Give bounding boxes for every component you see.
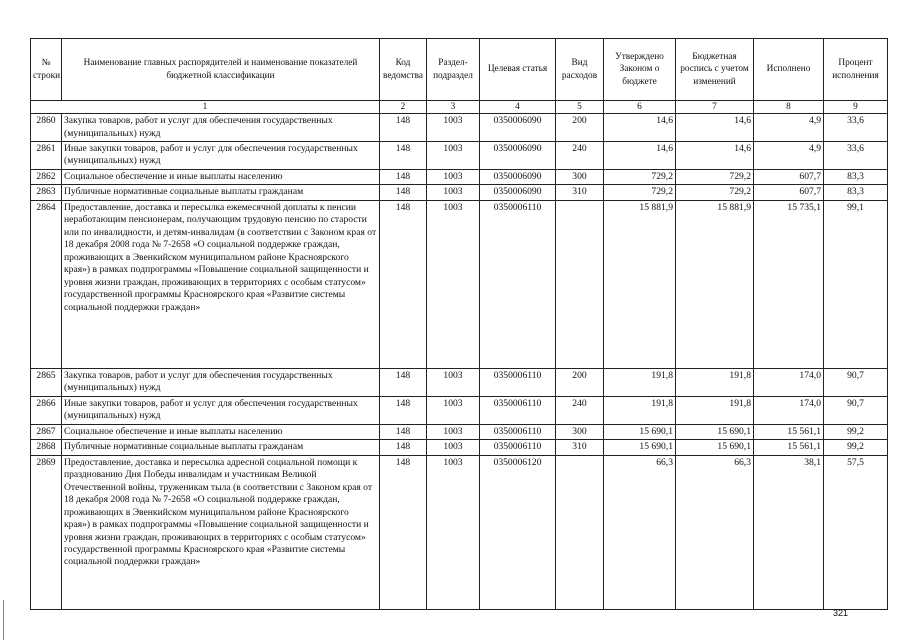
row-number: 2860 <box>31 114 62 142</box>
row-name: Предоставление, доставка и пересылка адресной социальной помощи к празднованию Дня Победы инвалидам и участникам Великой Отечественной войны, труженикам тыла (в соответствии с Законом края от 18 декабря 2008 года № 7-2658 «О социальной поддержке граждан, проживающих в Эвенкийском муниципальном районе Красноярского края») в рамках подпрограммы «Повышение социальной защищенности и уровня жизни граждан, проживающих в территориях с особым статусом» государственной программы Красноярского края «Развитие системы социальной поддержки граждан» <box>62 455 380 609</box>
row-percent: 99,2 <box>824 424 888 439</box>
row-executed: 15 735,1 <box>754 200 824 368</box>
row-department-code: 148 <box>380 368 427 396</box>
row-budget-schedule: 66,3 <box>676 455 754 609</box>
row-percent: 33,6 <box>824 142 888 170</box>
row-target-item: 0350006090 <box>480 142 556 170</box>
row-section: 1003 <box>427 440 480 455</box>
table-row <box>31 185 888 200</box>
row-department-code: 148 <box>380 169 427 184</box>
table-row <box>31 455 888 609</box>
row-approved: 15 881,9 <box>604 200 676 368</box>
row-number: 2867 <box>31 424 62 439</box>
row-number: 2866 <box>31 396 62 424</box>
column-number: 4 <box>480 101 556 114</box>
row-executed: 607,7 <box>754 169 824 184</box>
row-executed: 4,9 <box>754 114 824 142</box>
row-budget-schedule: 14,6 <box>676 114 754 142</box>
row-section: 1003 <box>427 169 480 184</box>
row-executed: 174,0 <box>754 396 824 424</box>
row-section: 1003 <box>427 424 480 439</box>
row-department-code: 148 <box>380 185 427 200</box>
row-approved: 191,8 <box>604 368 676 396</box>
row-expense-type <box>556 455 604 609</box>
row-approved: 66,3 <box>604 455 676 609</box>
row-section: 1003 <box>427 455 480 609</box>
budget-execution-table <box>30 38 888 610</box>
row-target-item: 0350006090 <box>480 169 556 184</box>
row-expense-type: 200 <box>556 114 604 142</box>
row-department-code: 148 <box>380 200 427 368</box>
row-department-code: 148 <box>380 440 427 455</box>
row-target-item: 0350006110 <box>480 396 556 424</box>
row-budget-schedule: 14,6 <box>676 142 754 170</box>
row-name: Иные закупки товаров, работ и услуг для обеспечения государственных (муниципальных) нужд <box>62 396 380 424</box>
column-number-row <box>31 101 888 114</box>
row-number: 2868 <box>31 440 62 455</box>
row-name: Социальное обеспечение и иные выплаты населению <box>62 169 380 184</box>
row-percent: 57,5 <box>824 455 888 609</box>
row-approved: 729,2 <box>604 185 676 200</box>
row-target-item: 0350006090 <box>480 185 556 200</box>
row-name: Социальное обеспечение и иные выплаты населению <box>62 424 380 439</box>
row-approved: 15 690,1 <box>604 424 676 439</box>
row-approved: 729,2 <box>604 169 676 184</box>
row-expense-type: 300 <box>556 424 604 439</box>
row-number: 2861 <box>31 142 62 170</box>
row-executed: 4,9 <box>754 142 824 170</box>
row-name: Иные закупки товаров, работ и услуг для обеспечения государственных (муниципальных) нужд <box>62 142 380 170</box>
row-section: 1003 <box>427 185 480 200</box>
row-percent: 99,1 <box>824 200 888 368</box>
row-executed: 174,0 <box>754 368 824 396</box>
row-section: 1003 <box>427 200 480 368</box>
row-expense-type: 200 <box>556 368 604 396</box>
row-budget-schedule: 15 690,1 <box>676 440 754 455</box>
row-department-code: 148 <box>380 396 427 424</box>
row-budget-schedule: 191,8 <box>676 368 754 396</box>
row-approved: 14,6 <box>604 114 676 142</box>
row-executed: 607,7 <box>754 185 824 200</box>
table-body <box>31 114 888 610</box>
row-target-item: 0350006120 <box>480 455 556 609</box>
column-number: 1 <box>31 101 380 114</box>
row-percent: 90,7 <box>824 368 888 396</box>
row-expense-type: 240 <box>556 142 604 170</box>
column-number: 9 <box>824 101 888 114</box>
header-row-number: № строки <box>31 39 62 101</box>
header-section: Раздел-подраздел <box>427 39 480 101</box>
header-target-item: Целевая статья <box>480 39 556 101</box>
row-percent: 83,3 <box>824 185 888 200</box>
row-department-code: 148 <box>380 114 427 142</box>
row-budget-schedule: 191,8 <box>676 396 754 424</box>
row-section: 1003 <box>427 142 480 170</box>
header-name: Наименование главных распорядителей и наименование показателей бюджетной классификации <box>62 39 380 101</box>
row-number: 2864 <box>31 200 62 368</box>
row-department-code: 148 <box>380 455 427 609</box>
table-row <box>31 440 888 455</box>
row-percent: 83,3 <box>824 169 888 184</box>
header-budget-schedule: Бюджетная роспись с учетом изменений <box>676 39 754 101</box>
row-executed: 15 561,1 <box>754 440 824 455</box>
row-percent: 90,7 <box>824 396 888 424</box>
scan-margin-line <box>3 600 4 640</box>
column-number: 6 <box>604 101 676 114</box>
row-executed: 15 561,1 <box>754 424 824 439</box>
row-approved: 191,8 <box>604 396 676 424</box>
header-percent: Процент исполнения <box>824 39 888 101</box>
row-expense-type: 240 <box>556 396 604 424</box>
row-budget-schedule: 15 881,9 <box>676 200 754 368</box>
table-row <box>31 169 888 184</box>
row-budget-schedule: 729,2 <box>676 185 754 200</box>
row-expense-type <box>556 200 604 368</box>
row-department-code: 148 <box>380 142 427 170</box>
row-name: Закупка товаров, работ и услуг для обеспечения государственных (муниципальных) нужд <box>62 368 380 396</box>
row-target-item: 0350006110 <box>480 424 556 439</box>
column-number: 5 <box>556 101 604 114</box>
row-number: 2869 <box>31 455 62 609</box>
row-name: Закупка товаров, работ и услуг для обеспечения государственных (муниципальных) нужд <box>62 114 380 142</box>
row-number: 2863 <box>31 185 62 200</box>
row-budget-schedule: 729,2 <box>676 169 754 184</box>
row-percent: 33,6 <box>824 114 888 142</box>
header-approved: Утверждено Законом о бюджете <box>604 39 676 101</box>
row-target-item: 0350006110 <box>480 368 556 396</box>
row-name: Публичные нормативные социальные выплаты гражданам <box>62 185 380 200</box>
row-number: 2865 <box>31 368 62 396</box>
row-number: 2862 <box>31 169 62 184</box>
header-executed: Исполнено <box>754 39 824 101</box>
table-row <box>31 368 888 396</box>
row-approved: 15 690,1 <box>604 440 676 455</box>
row-target-item: 0350006110 <box>480 440 556 455</box>
row-expense-type: 310 <box>556 185 604 200</box>
row-department-code: 148 <box>380 424 427 439</box>
header-row <box>31 39 888 101</box>
row-expense-type: 300 <box>556 169 604 184</box>
row-budget-schedule: 15 690,1 <box>676 424 754 439</box>
page-number: 321 <box>833 608 849 618</box>
column-number: 3 <box>427 101 480 114</box>
column-number: 8 <box>754 101 824 114</box>
table-row <box>31 114 888 142</box>
table-row <box>31 396 888 424</box>
header-department-code: Код ведомства <box>380 39 427 101</box>
column-number: 7 <box>676 101 754 114</box>
row-name: Предоставление, доставка и пересылка ежемесячной доплаты к пенсии неработающим пенсионерам, получающим трудовую пенсию по старости или по инвалидности, и детям-инвалидам (в соответствии с Законом края от 18 декабря 2008 года № 7-2658 «О социальной поддержке граждан, проживающих в Эвенкийском муниципальном районе Красноярского края») в рамках подпрограммы «Повышение социальной защищенности и уровня жизни граждан, проживающих в территориях с особым статусом» государственной программы Красноярского края «Развитие системы социальной поддержки граждан» <box>62 200 380 368</box>
row-section: 1003 <box>427 368 480 396</box>
column-number: 2 <box>380 101 427 114</box>
row-target-item: 0350006110 <box>480 200 556 368</box>
row-name: Публичные нормативные социальные выплаты гражданам <box>62 440 380 455</box>
row-target-item: 0350006090 <box>480 114 556 142</box>
row-percent: 99,2 <box>824 440 888 455</box>
row-section: 1003 <box>427 396 480 424</box>
table-row <box>31 142 888 170</box>
row-section: 1003 <box>427 114 480 142</box>
row-approved: 14,6 <box>604 142 676 170</box>
table-row <box>31 200 888 368</box>
row-executed: 38,1 <box>754 455 824 609</box>
row-expense-type: 310 <box>556 440 604 455</box>
header-expense-type: Вид расходов <box>556 39 604 101</box>
table-row <box>31 424 888 439</box>
